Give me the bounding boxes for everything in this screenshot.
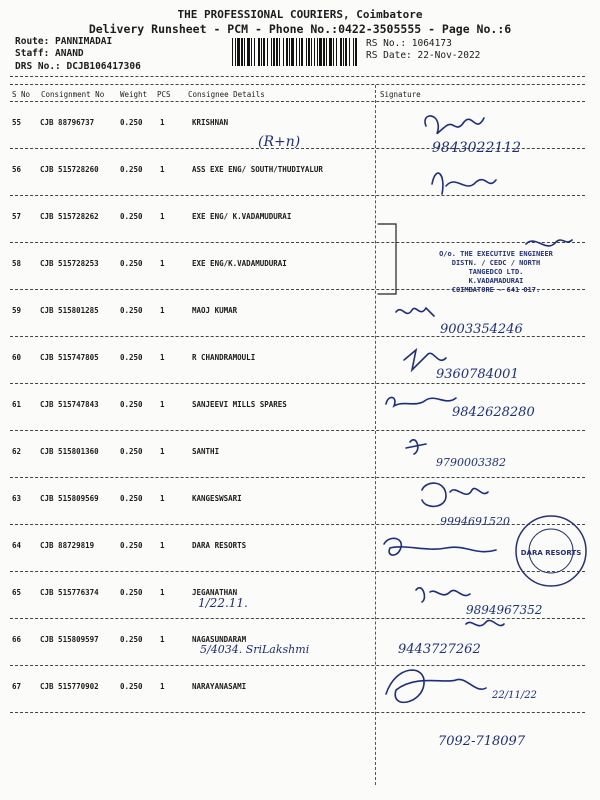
handwritten-date-67: 22/11/22 — [492, 690, 537, 701]
barcode-bar — [306, 38, 307, 66]
row-sno: 59 — [12, 306, 22, 315]
col-weight: Weight — [120, 90, 148, 99]
handwritten-phone-67: 7092-718097 — [438, 734, 526, 749]
route-label: Route: PANNIMADAI — [15, 36, 113, 47]
signature-61 — [386, 397, 456, 406]
col-consignee: Consignee Details — [188, 90, 265, 99]
row-consignee: EXE ENG/ K.VADAMUDURAI — [192, 212, 292, 221]
barcode-bar — [323, 38, 325, 66]
col-signature: Signature — [380, 90, 421, 99]
row-consignment: CJB 88796737 — [40, 118, 95, 127]
signature-63 — [422, 483, 488, 506]
barcode-bar — [336, 38, 337, 66]
row-consignee: SANTHI — [192, 447, 220, 456]
signature-65 — [416, 588, 470, 602]
row-weight: 0.250 — [120, 400, 143, 409]
row-sno: 65 — [12, 588, 22, 597]
stamp-line-1: O/o. THE EXECUTIVE ENGINEER — [439, 250, 553, 258]
staff-label: Staff: ANAND — [15, 48, 84, 59]
row-pcs: 1 — [160, 635, 165, 644]
row-weight: 0.250 — [120, 259, 143, 268]
drs-label: DRS No.: DCJB106417306 — [15, 61, 141, 72]
row-sno: 56 — [12, 165, 22, 174]
row-sno: 58 — [12, 259, 22, 268]
resort-seal-text: DARA RESORTS — [520, 549, 582, 557]
barcode — [232, 38, 360, 66]
row-consignee: MAOJ KUMAR — [192, 306, 238, 315]
handwritten-phone-60: 9360784001 — [436, 367, 519, 382]
row-consignment: CJB 515770902 — [40, 682, 99, 691]
handwritten-phone-59: 9003354246 — [440, 322, 523, 337]
row-pcs: 1 — [160, 447, 165, 456]
barcode-bar — [299, 38, 300, 66]
stamp-line-5: COIMBATORE - 641 017. — [451, 286, 541, 294]
row-pcs: 1 — [160, 588, 165, 597]
handwritten-note-65: 1/22.11. — [198, 596, 248, 610]
signature-67 — [386, 670, 486, 702]
row-sno: 60 — [12, 353, 22, 362]
handwritten-phone-63: 9994691520 — [440, 515, 510, 528]
row-weight: 0.250 — [120, 212, 143, 221]
barcode-bar — [308, 38, 310, 66]
row-pcs: 1 — [160, 541, 165, 550]
row-consignee: EXE ENG/K.VADAMUDURAI — [192, 259, 287, 268]
runsheet-subtitle: Delivery Runsheet - PCM - Phone No.:0422-3505555 - Page No.:6 — [88, 22, 512, 36]
row-pcs: 1 — [160, 400, 165, 409]
barcode-bar — [289, 38, 290, 66]
row-consignment: CJB 515747843 — [40, 400, 99, 409]
barcode-bar — [296, 38, 297, 66]
barcode-bar — [251, 38, 252, 66]
barcode-bar — [340, 38, 342, 66]
row-consignee: ASS EXE ENG/ SOUTH/THUDIYALUR — [192, 165, 323, 174]
barcode-bar — [291, 38, 294, 66]
handwritten-note-55: (R+n) — [258, 134, 301, 150]
row-consignee: NARAYANASAMI — [192, 682, 247, 691]
barcode-bar — [345, 38, 347, 66]
row-consignment: CJB 515728253 — [40, 259, 99, 268]
row-weight: 0.250 — [120, 165, 143, 174]
barcode-bar — [301, 38, 303, 66]
stamp-line-2: DISTN. / CEDC / NORTH — [451, 259, 541, 267]
row-consignment: CJB 515728262 — [40, 212, 99, 221]
signature-66 — [466, 620, 504, 625]
row-sno: 61 — [12, 400, 22, 409]
row-sno: 62 — [12, 447, 22, 456]
row-sno: 63 — [12, 494, 22, 503]
row-consignment: CJB 515809597 — [40, 635, 99, 644]
row-consignment: CJB 88729819 — [40, 541, 95, 550]
stamp-line-3: TANGEDCO LTD. — [468, 268, 524, 276]
barcode-bar — [319, 38, 322, 66]
row-consignment: CJB 515728260 — [40, 165, 99, 174]
rs-number: RS No.: 1064173 — [366, 38, 452, 49]
row-consignee: DARA RESORTS — [192, 541, 247, 550]
row-weight: 0.250 — [120, 447, 143, 456]
barcode-bar — [235, 38, 236, 66]
row-consignment: CJB 515747805 — [40, 353, 99, 362]
barcode-bar — [286, 38, 288, 66]
row-consignee: SANJEEVI MILLS SPARES — [192, 400, 287, 409]
barcode-bar — [279, 38, 280, 66]
row-consignee: NAGASUNDARAM — [192, 635, 247, 644]
row-weight: 0.250 — [120, 541, 143, 550]
resort-seal — [512, 512, 590, 590]
handwritten-phone-55: 9843022112 — [432, 140, 522, 156]
row-pcs: 1 — [160, 118, 165, 127]
row-consignee: JEGANATHAN — [192, 588, 238, 597]
header-rule-top — [10, 76, 585, 77]
row-sno: 66 — [12, 635, 22, 644]
row-pcs: 1 — [160, 212, 165, 221]
bracket-57-58 — [378, 224, 396, 294]
barcode-bar — [263, 38, 265, 66]
header-rule-mid — [10, 84, 585, 85]
signature-56 — [432, 173, 496, 194]
barcode-bar — [267, 38, 268, 66]
row-weight: 0.250 — [120, 306, 143, 315]
barcode-bar — [244, 38, 245, 66]
col-consignment: Consignment No — [41, 90, 105, 99]
header-rule-bottom — [10, 101, 585, 102]
signature-60 — [404, 350, 446, 370]
handwritten-phone-65: 9894967352 — [466, 603, 543, 617]
row-pcs: 1 — [160, 494, 165, 503]
barcode-bar — [329, 38, 332, 66]
barcode-bar — [247, 38, 250, 66]
row-consignment: CJB 515801360 — [40, 447, 99, 456]
signature-59 — [396, 308, 434, 316]
barcode-bar — [343, 38, 344, 66]
row-pcs: 1 — [160, 165, 165, 174]
row-weight: 0.250 — [120, 588, 143, 597]
barcode-bar — [283, 38, 284, 66]
signature-55 — [425, 116, 484, 133]
rs-date: RS Date: 22-Nov-2022 — [366, 50, 481, 61]
row-sno: 64 — [12, 541, 22, 550]
barcode-bar — [333, 38, 334, 66]
row-weight: 0.250 — [120, 118, 143, 127]
signature-scribbles — [376, 104, 596, 784]
row-consignment: CJB 515776374 — [40, 588, 99, 597]
barcode-bar — [317, 38, 318, 66]
company-title: THE PROFESSIONAL COURIERS, Coimbatore — [177, 8, 423, 21]
row-sno: 57 — [12, 212, 22, 221]
row-consignee: KRISHNAN — [192, 118, 229, 127]
barcode-bar — [349, 38, 350, 66]
handwritten-note-66: 5/4034. SriLakshmi — [200, 643, 310, 656]
signature-58 — [526, 240, 572, 246]
barcode-bar — [314, 38, 315, 66]
row-weight: 0.250 — [120, 635, 143, 644]
row-pcs: 1 — [160, 682, 165, 691]
row-weight: 0.250 — [120, 494, 143, 503]
signature-62 — [406, 440, 426, 454]
barcode-bar — [311, 38, 312, 66]
row-sno: 67 — [12, 682, 22, 691]
barcode-bar — [355, 38, 357, 66]
row-sno: 55 — [12, 118, 22, 127]
handwritten-phone-62: 9790003382 — [436, 456, 506, 469]
barcode-bar — [271, 38, 272, 66]
barcode-bar — [353, 38, 354, 66]
row-consignee: KANGESWSARI — [192, 494, 242, 503]
row-consignment: CJB 515801285 — [40, 306, 99, 315]
barcode-bar — [258, 38, 260, 66]
stamp-line-4: K.VADAMADURAI — [468, 277, 524, 285]
col-sno: S No — [12, 90, 31, 99]
office-stamp — [412, 250, 580, 295]
barcode-bar — [326, 38, 327, 66]
row-pcs: 1 — [160, 306, 165, 315]
signature-64 — [384, 538, 496, 555]
handwritten-phone-61: 9842628280 — [452, 405, 535, 420]
barcode-bar — [276, 38, 278, 66]
col-pcs: PCS — [157, 90, 171, 99]
barcode-bar — [273, 38, 275, 66]
barcode-bar — [261, 38, 262, 66]
barcode-bar — [241, 38, 243, 66]
barcode-bar — [232, 38, 233, 66]
row-consignee: R CHANDRAMOULI — [192, 353, 256, 362]
row-pcs: 1 — [160, 259, 165, 268]
row-weight: 0.250 — [120, 353, 143, 362]
row-weight: 0.250 — [120, 682, 143, 691]
barcode-bar — [254, 38, 255, 66]
row-pcs: 1 — [160, 353, 165, 362]
barcode-bar — [237, 38, 240, 66]
handwritten-phone-66: 9443727262 — [398, 642, 481, 657]
row-consignment: CJB 515809569 — [40, 494, 99, 503]
